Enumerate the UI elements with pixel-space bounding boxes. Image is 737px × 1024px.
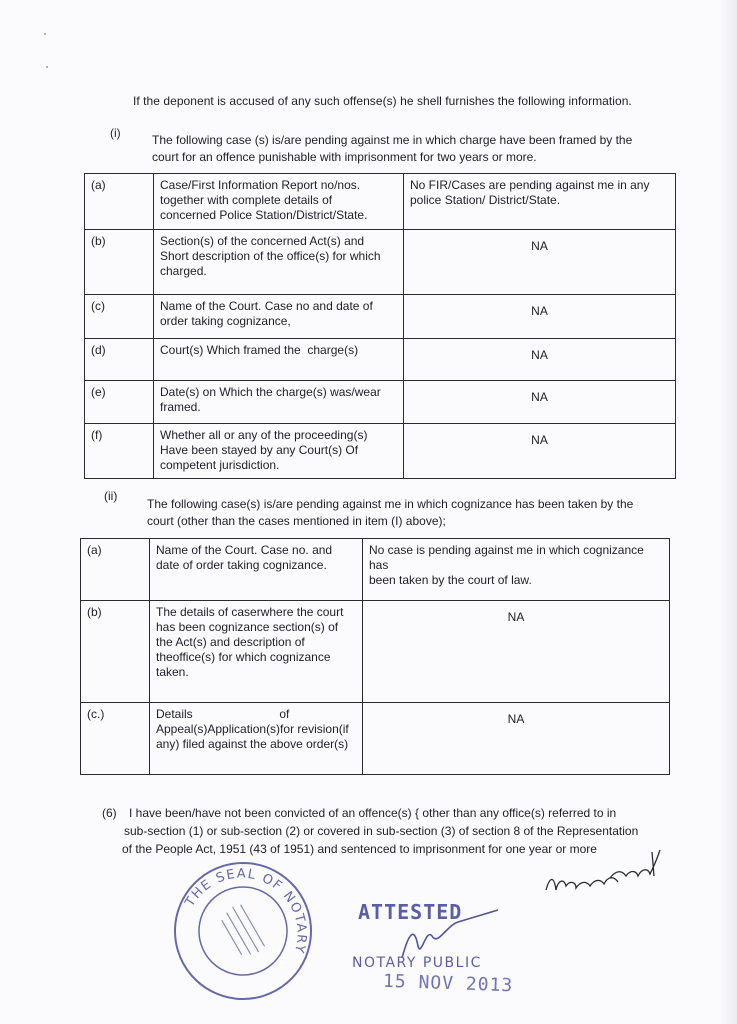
row-letter: (c) — [85, 295, 154, 339]
row-description-line: theoffice(s) for which cognizance — [156, 650, 331, 664]
row-letter: (b) — [81, 601, 150, 703]
row-answer — [404, 295, 676, 339]
item-i-label: (i) — [110, 126, 121, 140]
row-letter: (b) — [85, 230, 154, 295]
row-letter: (e) — [85, 381, 154, 424]
row-description-line: Name of the Court. Case no and date of — [160, 299, 373, 313]
row-answer-line: police Station/ District/State. — [410, 193, 561, 207]
row-answer — [404, 381, 676, 424]
attested-stamp: ATTESTED — [358, 900, 463, 924]
item_ii-row — [81, 601, 670, 703]
row-answer — [404, 230, 676, 295]
item-i-text-line2: court for an offence punishable with imprisonment for two years or more. — [152, 150, 537, 164]
row-answer-line: NA — [531, 304, 548, 318]
row-description-line: framed. — [160, 400, 201, 414]
row-description-line: has been cognizance section(s) of — [156, 620, 339, 634]
item-i-text — [152, 132, 632, 166]
row-answer-line: been taken by the court of law. — [369, 573, 532, 587]
item-ii-text — [147, 496, 633, 530]
row-answer — [404, 339, 676, 381]
paragraph-6-line2: sub-section (1) or sub-section (2) or covered in sub-section (3) of section 8 of the Representation — [124, 824, 639, 838]
row-description-line: concerned Police Station/District/State. — [160, 208, 368, 222]
row-description-line: Appeal(s)Application(s)for revision(if — [156, 722, 349, 736]
row-answer — [404, 174, 676, 230]
row-description — [154, 424, 404, 479]
notary-public-stamp: NOTARY PUBLIC — [352, 955, 482, 971]
notary-seal-stamp — [163, 856, 323, 1006]
row-description-line: Date(s) on Which the charge(s) was/wear — [160, 385, 381, 399]
row-answer — [363, 703, 670, 775]
row-answer-line: NA — [531, 390, 548, 404]
row-answer — [363, 601, 670, 703]
item-i-text-line1: The following case (s) is/are pending against me in which charge have been framed by the — [152, 133, 633, 147]
deponent-signature — [540, 846, 670, 906]
row-description-line: the Act(s) and description of — [156, 635, 305, 649]
row-description-line: date of order taking cognizance. — [156, 558, 327, 572]
row-description-line: Case/First Information Report no/nos. — [160, 178, 361, 192]
intro-text: If the deponent is accused of any such offense(s) he shell furnishes the following information. — [133, 94, 632, 108]
item_i-row — [85, 174, 676, 230]
row-description-line: Court(s) Which framed the charge(s) — [160, 343, 359, 357]
date-stamp: 15 NOV 2013 — [382, 970, 514, 997]
row-description-line: Details of — [156, 707, 290, 721]
row-answer-line: NA — [507, 610, 525, 624]
scan-speck — [44, 33, 46, 35]
row-answer-line: NA — [531, 348, 548, 362]
item-ii-label: (ii) — [104, 489, 118, 503]
row-description-line: competent jurisdiction. — [160, 458, 280, 472]
row-description-line: taken. — [156, 665, 189, 679]
row-description — [154, 339, 404, 381]
row-description-line: Short description of the office(s) for which — [160, 249, 381, 263]
item_i-row — [85, 424, 676, 479]
row-description-line: Section(s) of the concerned Act(s) and — [160, 234, 365, 248]
row-description-line: any) filed against the above order(s) — [156, 737, 349, 751]
charges-table — [84, 173, 676, 479]
item_ii-row — [81, 539, 670, 601]
seal-text: THE SEAL OF NOTARY — [182, 866, 309, 956]
row-answer — [363, 539, 670, 601]
row-answer-line: NA — [531, 433, 548, 447]
row-letter: (d) — [85, 339, 154, 381]
row-description-line: charged. — [160, 264, 207, 278]
scan-speck — [46, 66, 48, 68]
row-answer-line: NA — [507, 712, 525, 726]
item-ii-text-line2: court (other than the cases mentioned in item (I) above); — [147, 514, 446, 528]
row-description — [154, 295, 404, 339]
row-description-line: together with complete details of — [160, 193, 333, 207]
row-description-line: Whether all or any of the proceeding(s) — [160, 428, 368, 442]
row-answer-line: No FIR/Cases are pending against me in any — [410, 178, 650, 192]
row-description-line: Have been stayed by any Court(s) Of — [160, 443, 359, 457]
row-letter: (a) — [81, 539, 150, 601]
row-description — [150, 539, 363, 601]
paragraph-6-line3: of the People Act, 1951 (43 of 1951) and sentenced to imprisonment for one year or more — [122, 842, 597, 856]
item-ii-text-line1: The following case(s) is/are pending against me in which cognizance has been taken by the — [147, 497, 634, 511]
item_i-row — [85, 295, 676, 339]
row-description — [154, 174, 404, 230]
row-description — [150, 601, 363, 703]
item_ii-row — [81, 703, 670, 775]
row-description-line: Name of the Court. Case no. and — [156, 543, 333, 557]
row-description — [154, 230, 404, 295]
row-description — [150, 703, 363, 775]
item_i-row — [85, 339, 676, 381]
row-letter: (f) — [85, 424, 154, 479]
item_i-row — [85, 230, 676, 295]
row-letter: (c.) — [81, 703, 150, 775]
row-answer — [404, 424, 676, 479]
item_i-row — [85, 381, 676, 424]
row-letter: (a) — [85, 174, 154, 230]
row-description-line: order taking cognizance, — [160, 314, 291, 328]
row-answer-line: NA — [531, 239, 548, 253]
paragraph-6-line1: I have been/have not been convicted of an offence(s) { other than any office(s) referred to in — [129, 806, 617, 820]
row-description-line: The details of caserwhere the court — [156, 605, 344, 619]
paragraph-6-number: (6) — [102, 806, 117, 820]
cognizance-table — [80, 538, 670, 775]
row-description — [154, 381, 404, 424]
page-edge-shadow — [719, 0, 737, 1024]
row-answer-line: No case is pending against me in which cognizance has — [369, 543, 644, 572]
